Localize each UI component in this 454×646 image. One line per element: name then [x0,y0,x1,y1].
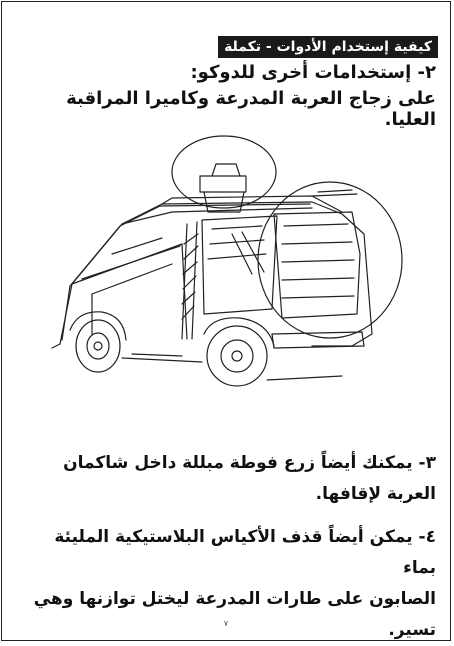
section-3 [16,448,436,510]
section-4-line-3: تسير. [388,620,436,640]
section-3-line-2: العربة لإقافها. [315,484,436,504]
section-2-heading: ٢- إستخدامات أخرى للدوكو: [190,62,436,83]
section-4-line-1: ٤- يمكن أيضاً قذف الأكياس البلاستيكية المليئة بماء [54,527,436,578]
section-4-line-2: الصابون على طارات المدرعة ليختل توازنها وهي [33,589,436,609]
section-2-body: على زجاج العربة المدرعة وكاميرا المراقبة العليا. [66,88,436,130]
page-title: كيفية إستخدام الأدوات - تكملة [218,36,438,58]
document-page [1,1,451,641]
section-3-line-1: ٣- يمكنك أيضاً زرع فوطة مبللة داخل شاكمان [63,453,436,473]
armored-vehicle-sketch-icon [12,134,444,416]
page-number: ٧ [223,619,229,628]
